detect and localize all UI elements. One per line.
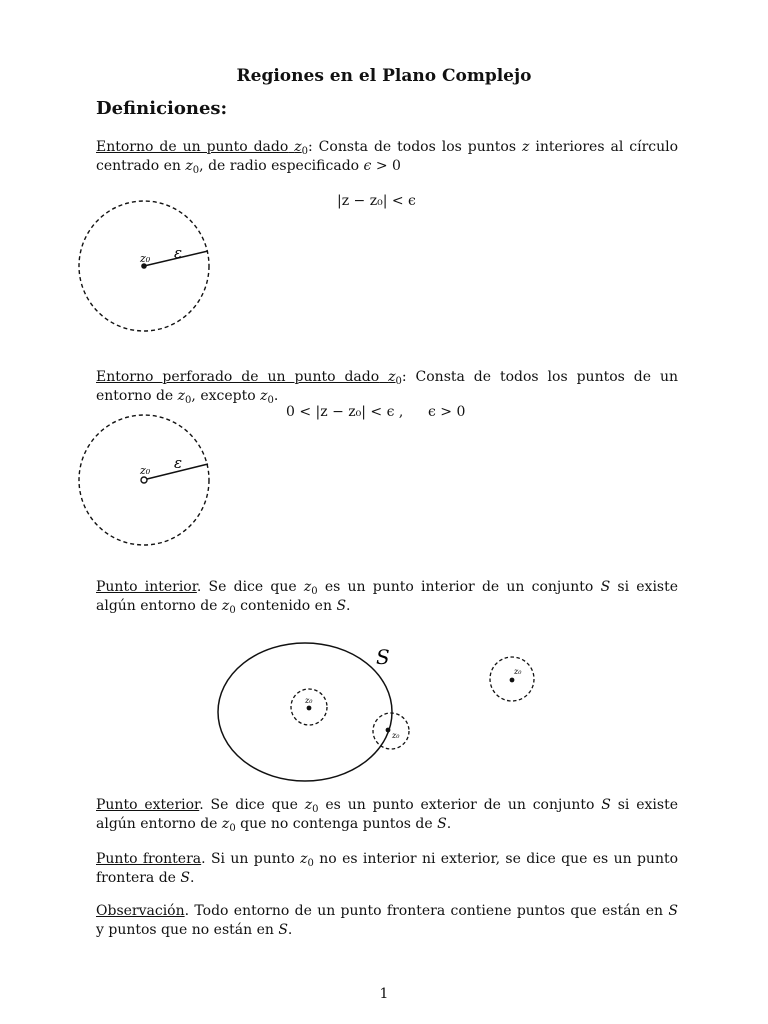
term-observacion: Observación [96, 903, 185, 919]
term-entorno: Entorno de un punto dado $z_0$ [96, 139, 309, 157]
exterior-point [510, 678, 515, 683]
interior-point [307, 706, 312, 711]
page-number: 1 [379, 986, 389, 1002]
hollow-center-point [141, 477, 147, 483]
figure-punctured-neighborhood [74, 410, 224, 550]
figure-neighborhood [74, 196, 224, 336]
term-frontera: Punto frontera [96, 851, 202, 867]
formula-entorno: |z − z₀| < ϵ [337, 193, 416, 209]
boundary-point [386, 728, 391, 733]
paragraph-frontera: Punto frontera. Si un punto $z_0$ no es interior ni exterior, se dice que es un punto frontera de S. [96, 851, 679, 886]
paragraph-exterior: Punto exterior. Se dice que $z_0$ es un punto exterior de un conjunto S si existe algún entorno de $z_0$ que no contenga puntos de S. [96, 797, 678, 834]
set-label: S [376, 645, 390, 669]
radius-label: ε [174, 454, 183, 472]
boundary-point-label: z₀ [392, 731, 400, 740]
term-exterior: Punto exterior [96, 797, 200, 813]
term-perforado: Entorno perforado de un punto dado $z_0$ [96, 369, 402, 387]
figure-set-points [210, 630, 550, 785]
formula-perforado-b: ϵ > 0 [428, 404, 466, 420]
paragraph-perforado: Entorno perforado de un punto dado $z_0$: Consta de todos los puntos de un entorno de $z_0$, excepto $z_0$. [96, 369, 678, 406]
interior-point-label: z₀ [305, 696, 313, 705]
term-interior: Punto interior [96, 579, 197, 595]
paragraph-interior: Punto interior. Se dice que $z_0$ es un punto interior de un conjunto S si existe algún entorno de $z_0$ contenido en S. [96, 579, 679, 616]
paragraph-entorno: Entorno de un punto dado $z_0$: Consta de todos los puntos z interiores al círculo centrado en $z_0$, de radio especificado ϵ > 0 [96, 139, 679, 176]
paragraph-observacion: Observación. Todo entorno de un punto frontera contiene puntos que están en S y puntos que no están en S. [96, 903, 678, 938]
section-heading: Definiciones: [96, 98, 228, 119]
set-boundary [218, 643, 392, 781]
exterior-point-label: z₀ [514, 667, 522, 676]
center-label: z₀ [140, 464, 151, 477]
page-title: Regiones en el Plano Complejo [236, 66, 532, 86]
radius-label: ε [174, 244, 183, 262]
formula-perforado-a: 0 < |z − z₀| < ϵ , [286, 404, 404, 420]
center-label: z₀ [140, 252, 151, 265]
